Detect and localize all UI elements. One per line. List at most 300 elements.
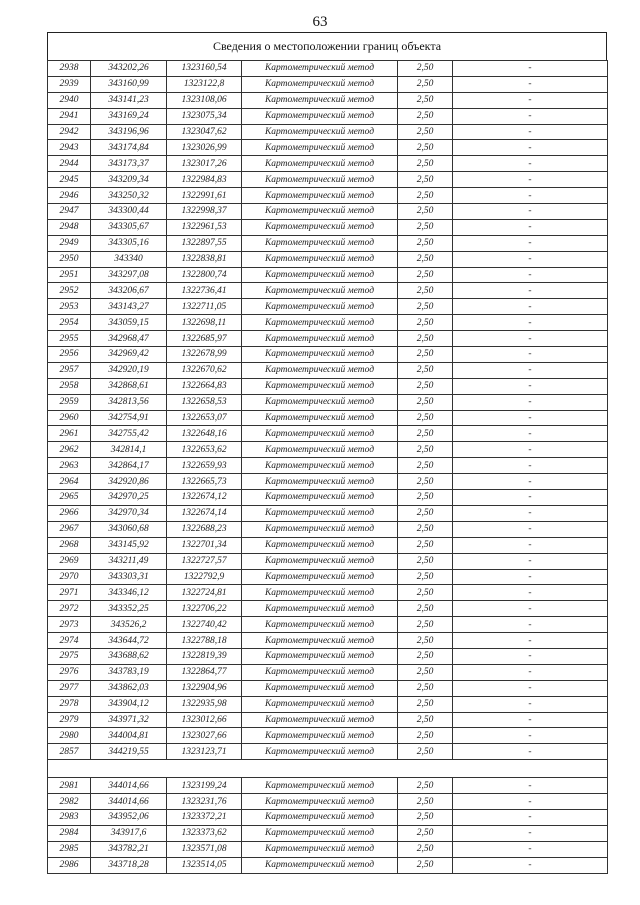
- point-number-cell: 2962: [48, 442, 91, 458]
- table-row: [48, 505, 608, 521]
- point-number-cell: 2943: [48, 140, 91, 156]
- description-cell: -: [453, 219, 608, 235]
- table-row: [48, 140, 608, 156]
- description-cell: -: [453, 235, 608, 251]
- table-row: [48, 744, 608, 760]
- accuracy-cell: 2,50: [398, 108, 453, 124]
- point-number-cell: 2965: [48, 490, 91, 506]
- accuracy-cell: 2,50: [398, 331, 453, 347]
- x-coordinate-cell: 343352,25: [91, 601, 167, 617]
- table-row: [48, 188, 608, 204]
- x-coordinate-cell: 343209,34: [91, 172, 167, 188]
- x-coordinate-cell: 342970,34: [91, 505, 167, 521]
- x-coordinate-cell: 343862,03: [91, 680, 167, 696]
- accuracy-cell: 2,50: [398, 124, 453, 140]
- method-cell: Картометрический метод: [242, 841, 398, 857]
- method-cell: Картометрический метод: [242, 61, 398, 77]
- description-cell: -: [453, 794, 608, 810]
- table-row: [48, 458, 608, 474]
- method-cell: Картометрический метод: [242, 601, 398, 617]
- point-number-cell: 2947: [48, 204, 91, 220]
- point-number-cell: 2941: [48, 108, 91, 124]
- y-coordinate-cell: 1322724,81: [167, 585, 242, 601]
- accuracy-cell: 2,50: [398, 728, 453, 744]
- x-coordinate-cell: 343060,68: [91, 521, 167, 537]
- description-cell: -: [453, 172, 608, 188]
- table-row: [48, 728, 608, 744]
- point-number-cell: 2953: [48, 299, 91, 315]
- y-coordinate-cell: 1322984,83: [167, 172, 242, 188]
- point-number-cell: 2976: [48, 664, 91, 680]
- method-cell: Картометрический метод: [242, 458, 398, 474]
- method-cell: Картометрический метод: [242, 569, 398, 585]
- page-number: 63: [312, 14, 328, 30]
- y-coordinate-cell: 1322897,55: [167, 235, 242, 251]
- method-cell: Картометрический метод: [242, 728, 398, 744]
- description-cell: -: [453, 857, 608, 873]
- point-number-cell: 2952: [48, 283, 91, 299]
- description-cell: -: [453, 585, 608, 601]
- x-coordinate-cell: 342968,47: [91, 331, 167, 347]
- description-cell: -: [453, 617, 608, 633]
- point-number-cell: 2944: [48, 156, 91, 172]
- x-coordinate-cell: 343297,08: [91, 267, 167, 283]
- y-coordinate-cell: 1323012,66: [167, 712, 242, 728]
- y-coordinate-cell: 1322961,53: [167, 219, 242, 235]
- y-coordinate-cell: 1322698,11: [167, 315, 242, 331]
- method-cell: Картометрический метод: [242, 712, 398, 728]
- method-cell: Картометрический метод: [242, 378, 398, 394]
- x-coordinate-cell: 342970,25: [91, 490, 167, 506]
- x-coordinate-cell: 343971,32: [91, 712, 167, 728]
- description-cell: -: [453, 251, 608, 267]
- y-coordinate-cell: 1322659,93: [167, 458, 242, 474]
- table-row: [48, 204, 608, 220]
- description-cell: -: [453, 315, 608, 331]
- method-cell: Картометрический метод: [242, 394, 398, 410]
- point-number-cell: 2956: [48, 347, 91, 363]
- point-number-cell: 2942: [48, 124, 91, 140]
- x-coordinate-cell: 343143,27: [91, 299, 167, 315]
- point-number-cell: 2983: [48, 809, 91, 825]
- method-cell: Картометрический метод: [242, 490, 398, 506]
- accuracy-cell: 2,50: [398, 712, 453, 728]
- method-cell: Картометрический метод: [242, 426, 398, 442]
- table-row: [48, 857, 608, 873]
- method-cell: Картометрический метод: [242, 92, 398, 108]
- accuracy-cell: 2,50: [398, 61, 453, 77]
- table-row: [48, 61, 608, 77]
- point-number-cell: 2979: [48, 712, 91, 728]
- description-cell: -: [453, 648, 608, 664]
- description-cell: -: [453, 331, 608, 347]
- point-number-cell: 2957: [48, 362, 91, 378]
- y-coordinate-cell: 1322653,07: [167, 410, 242, 426]
- point-number-cell: 2985: [48, 841, 91, 857]
- y-coordinate-cell: 1322688,23: [167, 521, 242, 537]
- accuracy-cell: 2,50: [398, 347, 453, 363]
- y-coordinate-cell: 1322658,53: [167, 394, 242, 410]
- description-cell: -: [453, 728, 608, 744]
- method-cell: Картометрический метод: [242, 140, 398, 156]
- y-coordinate-cell: 1323027,66: [167, 728, 242, 744]
- accuracy-cell: 2,50: [398, 140, 453, 156]
- accuracy-cell: 2,50: [398, 172, 453, 188]
- description-cell: -: [453, 490, 608, 506]
- method-cell: Картометрический метод: [242, 505, 398, 521]
- table-row: [48, 825, 608, 841]
- y-coordinate-cell: 1322864,77: [167, 664, 242, 680]
- table-row: [48, 267, 608, 283]
- point-number-cell: 2939: [48, 76, 91, 92]
- description-cell: -: [453, 394, 608, 410]
- y-coordinate-cell: 1322674,12: [167, 490, 242, 506]
- x-coordinate-cell: 343917,6: [91, 825, 167, 841]
- point-number-cell: 2982: [48, 794, 91, 810]
- point-number-cell: 2980: [48, 728, 91, 744]
- x-coordinate-cell: 343644,72: [91, 633, 167, 649]
- method-cell: Картометрический метод: [242, 809, 398, 825]
- description-cell: -: [453, 267, 608, 283]
- table-row: [48, 347, 608, 363]
- accuracy-cell: 2,50: [398, 585, 453, 601]
- accuracy-cell: 2,50: [398, 362, 453, 378]
- accuracy-cell: 2,50: [398, 521, 453, 537]
- accuracy-cell: 2,50: [398, 633, 453, 649]
- point-number-cell: 2968: [48, 537, 91, 553]
- x-coordinate-cell: 343300,44: [91, 204, 167, 220]
- y-coordinate-cell: 1323514,05: [167, 857, 242, 873]
- point-number-cell: 2961: [48, 426, 91, 442]
- description-cell: -: [453, 299, 608, 315]
- table-row: [48, 601, 608, 617]
- description-cell: -: [453, 696, 608, 712]
- table-title: Сведения о местоположении границ объекта: [47, 32, 607, 60]
- accuracy-cell: 2,50: [398, 490, 453, 506]
- x-coordinate-cell: 343160,99: [91, 76, 167, 92]
- accuracy-cell: 2,50: [398, 251, 453, 267]
- point-number-cell: 2978: [48, 696, 91, 712]
- y-coordinate-cell: 1322998,37: [167, 204, 242, 220]
- table-row: [48, 442, 608, 458]
- method-cell: Картометрический метод: [242, 108, 398, 124]
- y-coordinate-cell: 1322788,18: [167, 633, 242, 649]
- y-coordinate-cell: 1322736,41: [167, 283, 242, 299]
- description-cell: -: [453, 76, 608, 92]
- method-cell: Картометрический метод: [242, 664, 398, 680]
- description-cell: -: [453, 458, 608, 474]
- accuracy-cell: 2,50: [398, 744, 453, 760]
- accuracy-cell: 2,50: [398, 841, 453, 857]
- method-cell: Картометрический метод: [242, 794, 398, 810]
- table-row: [48, 664, 608, 680]
- table-row: [48, 394, 608, 410]
- x-coordinate-cell: 343718,28: [91, 857, 167, 873]
- x-coordinate-cell: 343526,2: [91, 617, 167, 633]
- y-coordinate-cell: 1322648,16: [167, 426, 242, 442]
- description-cell: -: [453, 61, 608, 77]
- method-cell: Картометрический метод: [242, 521, 398, 537]
- description-cell: -: [453, 841, 608, 857]
- accuracy-cell: 2,50: [398, 267, 453, 283]
- y-coordinate-cell: 1323026,99: [167, 140, 242, 156]
- accuracy-cell: 2,50: [398, 235, 453, 251]
- accuracy-cell: 2,50: [398, 283, 453, 299]
- description-cell: -: [453, 283, 608, 299]
- accuracy-cell: 2,50: [398, 219, 453, 235]
- x-coordinate-cell: 343688,62: [91, 648, 167, 664]
- accuracy-cell: 2,50: [398, 299, 453, 315]
- accuracy-cell: 2,50: [398, 188, 453, 204]
- x-coordinate-cell: 343783,19: [91, 664, 167, 680]
- point-number-cell: 2945: [48, 172, 91, 188]
- x-coordinate-cell: 344219,55: [91, 744, 167, 760]
- point-number-cell: 2958: [48, 378, 91, 394]
- y-coordinate-cell: 1322740,42: [167, 617, 242, 633]
- method-cell: Картометрический метод: [242, 235, 398, 251]
- x-coordinate-cell: 343305,16: [91, 235, 167, 251]
- point-number-cell: 2964: [48, 474, 91, 490]
- table-row: [48, 362, 608, 378]
- x-coordinate-cell: 343145,92: [91, 537, 167, 553]
- description-cell: -: [453, 633, 608, 649]
- table-row: [48, 490, 608, 506]
- table-row: [48, 553, 608, 569]
- accuracy-cell: 2,50: [398, 569, 453, 585]
- y-coordinate-cell: 1323373,62: [167, 825, 242, 841]
- table-row: [48, 426, 608, 442]
- x-coordinate-cell: 343174,84: [91, 140, 167, 156]
- y-coordinate-cell: 1322711,05: [167, 299, 242, 315]
- method-cell: Картометрический метод: [242, 585, 398, 601]
- accuracy-cell: 2,50: [398, 505, 453, 521]
- table-row: [48, 235, 608, 251]
- y-coordinate-cell: 1322904,96: [167, 680, 242, 696]
- point-number-cell: 2938: [48, 61, 91, 77]
- description-cell: -: [453, 825, 608, 841]
- accuracy-cell: 2,50: [398, 825, 453, 841]
- description-cell: -: [453, 680, 608, 696]
- method-cell: Картометрический метод: [242, 204, 398, 220]
- y-coordinate-cell: 1323122,8: [167, 76, 242, 92]
- x-coordinate-cell: 343340: [91, 251, 167, 267]
- table-row: [48, 76, 608, 92]
- point-number-cell: 2857: [48, 744, 91, 760]
- table-row: [48, 172, 608, 188]
- table-row: [48, 633, 608, 649]
- method-cell: Картометрический метод: [242, 537, 398, 553]
- point-number-cell: 2969: [48, 553, 91, 569]
- description-cell: -: [453, 569, 608, 585]
- method-cell: Картометрический метод: [242, 331, 398, 347]
- method-cell: Картометрический метод: [242, 553, 398, 569]
- x-coordinate-cell: 343169,24: [91, 108, 167, 124]
- table-row: [48, 521, 608, 537]
- x-coordinate-cell: 344014,66: [91, 778, 167, 794]
- y-coordinate-cell: 1322819,39: [167, 648, 242, 664]
- accuracy-cell: 2,50: [398, 601, 453, 617]
- y-coordinate-cell: 1322800,74: [167, 267, 242, 283]
- table-row: [48, 778, 608, 794]
- x-coordinate-cell: 343952,06: [91, 809, 167, 825]
- method-cell: Картометрический метод: [242, 267, 398, 283]
- accuracy-cell: 2,50: [398, 553, 453, 569]
- method-cell: Картометрический метод: [242, 124, 398, 140]
- accuracy-cell: 2,50: [398, 378, 453, 394]
- table-row: [48, 569, 608, 585]
- method-cell: Картометрический метод: [242, 410, 398, 426]
- description-cell: -: [453, 108, 608, 124]
- x-coordinate-cell: 342920,19: [91, 362, 167, 378]
- point-number-cell: 2975: [48, 648, 91, 664]
- x-coordinate-cell: 343206,67: [91, 283, 167, 299]
- table-row: [48, 124, 608, 140]
- y-coordinate-cell: 1322670,62: [167, 362, 242, 378]
- table-row: [48, 696, 608, 712]
- point-number-cell: 2966: [48, 505, 91, 521]
- y-coordinate-cell: 1323123,71: [167, 744, 242, 760]
- point-number-cell: 2970: [48, 569, 91, 585]
- description-cell: -: [453, 537, 608, 553]
- description-cell: -: [453, 601, 608, 617]
- accuracy-cell: 2,50: [398, 410, 453, 426]
- accuracy-cell: 2,50: [398, 680, 453, 696]
- table-row: [48, 841, 608, 857]
- description-cell: -: [453, 442, 608, 458]
- y-coordinate-cell: 1322674,14: [167, 505, 242, 521]
- description-cell: -: [453, 521, 608, 537]
- method-cell: Картометрический метод: [242, 744, 398, 760]
- y-coordinate-cell: 1323231,76: [167, 794, 242, 810]
- table-row: [48, 283, 608, 299]
- description-cell: -: [453, 426, 608, 442]
- method-cell: Картометрический метод: [242, 474, 398, 490]
- accuracy-cell: 2,50: [398, 648, 453, 664]
- accuracy-cell: 2,50: [398, 664, 453, 680]
- x-coordinate-cell: 343305,67: [91, 219, 167, 235]
- point-number-cell: 2954: [48, 315, 91, 331]
- accuracy-cell: 2,50: [398, 474, 453, 490]
- x-coordinate-cell: 343250,32: [91, 188, 167, 204]
- description-cell: -: [453, 744, 608, 760]
- accuracy-cell: 2,50: [398, 426, 453, 442]
- x-coordinate-cell: 343782,21: [91, 841, 167, 857]
- description-cell: -: [453, 362, 608, 378]
- y-coordinate-cell: 1323075,34: [167, 108, 242, 124]
- description-cell: -: [453, 712, 608, 728]
- accuracy-cell: 2,50: [398, 394, 453, 410]
- accuracy-cell: 2,50: [398, 92, 453, 108]
- table-row: [48, 712, 608, 728]
- y-coordinate-cell: 1323047,62: [167, 124, 242, 140]
- accuracy-cell: 2,50: [398, 809, 453, 825]
- table-row: [48, 251, 608, 267]
- method-cell: Картометрический метод: [242, 299, 398, 315]
- point-number-cell: 2973: [48, 617, 91, 633]
- description-cell: -: [453, 778, 608, 794]
- description-cell: -: [453, 664, 608, 680]
- method-cell: Картометрический метод: [242, 680, 398, 696]
- table-row: [48, 108, 608, 124]
- point-number-cell: 2972: [48, 601, 91, 617]
- accuracy-cell: 2,50: [398, 537, 453, 553]
- boundary-table-frame: [47, 32, 607, 874]
- y-coordinate-cell: 1322727,57: [167, 553, 242, 569]
- point-number-cell: 2946: [48, 188, 91, 204]
- x-coordinate-cell: 343059,15: [91, 315, 167, 331]
- table-row: [48, 219, 608, 235]
- method-cell: Картометрический метод: [242, 825, 398, 841]
- table-row: [48, 474, 608, 490]
- x-coordinate-cell: 342969,42: [91, 347, 167, 363]
- x-coordinate-cell: 342813,56: [91, 394, 167, 410]
- point-number-cell: 2960: [48, 410, 91, 426]
- method-cell: Картометрический метод: [242, 283, 398, 299]
- accuracy-cell: 2,50: [398, 458, 453, 474]
- y-coordinate-cell: 1322678,99: [167, 347, 242, 363]
- method-cell: Картометрический метод: [242, 617, 398, 633]
- point-number-cell: 2967: [48, 521, 91, 537]
- point-number-cell: 2949: [48, 235, 91, 251]
- accuracy-cell: 2,50: [398, 696, 453, 712]
- point-number-cell: 2948: [48, 219, 91, 235]
- method-cell: Картометрический метод: [242, 362, 398, 378]
- table-row: [48, 809, 608, 825]
- y-coordinate-cell: 1322653,62: [167, 442, 242, 458]
- table-row: [48, 299, 608, 315]
- point-number-cell: 2971: [48, 585, 91, 601]
- table-row: [48, 648, 608, 664]
- description-cell: -: [453, 204, 608, 220]
- point-number-cell: 2959: [48, 394, 91, 410]
- table-row: [48, 794, 608, 810]
- description-cell: -: [453, 156, 608, 172]
- description-cell: -: [453, 505, 608, 521]
- x-coordinate-cell: 343346,12: [91, 585, 167, 601]
- accuracy-cell: 2,50: [398, 617, 453, 633]
- accuracy-cell: 2,50: [398, 794, 453, 810]
- x-coordinate-cell: 343904,12: [91, 696, 167, 712]
- accuracy-cell: 2,50: [398, 857, 453, 873]
- method-cell: Картометрический метод: [242, 251, 398, 267]
- accuracy-cell: 2,50: [398, 204, 453, 220]
- table-row: [48, 331, 608, 347]
- y-coordinate-cell: 1322991,61: [167, 188, 242, 204]
- x-coordinate-cell: 342814,1: [91, 442, 167, 458]
- method-cell: Картометрический метод: [242, 696, 398, 712]
- method-cell: Картометрический метод: [242, 633, 398, 649]
- description-cell: -: [453, 140, 608, 156]
- x-coordinate-cell: 342864,17: [91, 458, 167, 474]
- y-coordinate-cell: 1322664,83: [167, 378, 242, 394]
- point-number-cell: 2974: [48, 633, 91, 649]
- table-row: [48, 315, 608, 331]
- x-coordinate-cell: 343173,37: [91, 156, 167, 172]
- y-coordinate-cell: 1322701,34: [167, 537, 242, 553]
- description-cell: -: [453, 809, 608, 825]
- x-coordinate-cell: 343211,49: [91, 553, 167, 569]
- table-row: [48, 537, 608, 553]
- y-coordinate-cell: 1322706,22: [167, 601, 242, 617]
- y-coordinate-cell: 1322665,73: [167, 474, 242, 490]
- separator-cell: [48, 760, 608, 778]
- x-coordinate-cell: 344014,66: [91, 794, 167, 810]
- separator-row: [48, 760, 608, 778]
- point-number-cell: 2977: [48, 680, 91, 696]
- coordinates-table-body: [48, 61, 608, 874]
- x-coordinate-cell: 342755,42: [91, 426, 167, 442]
- y-coordinate-cell: 1323571,08: [167, 841, 242, 857]
